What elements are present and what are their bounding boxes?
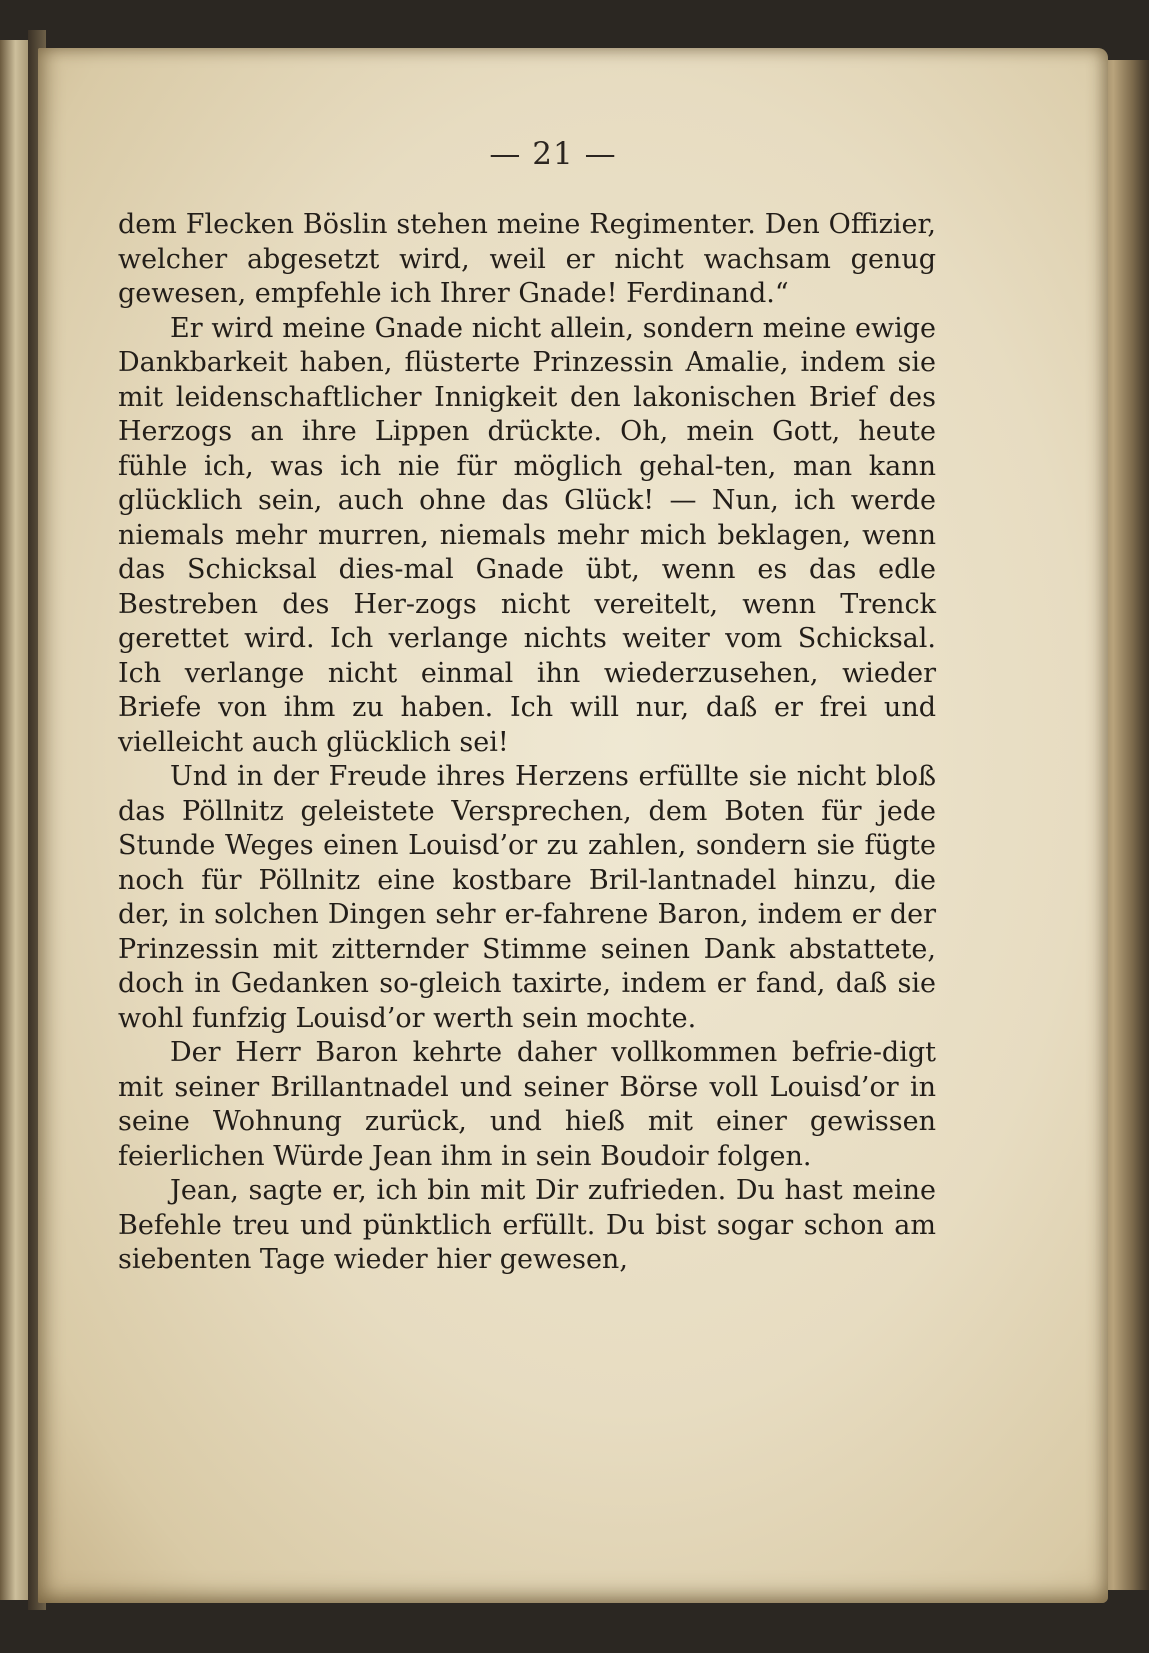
page-number: — 21 — — [489, 136, 617, 172]
previous-page-edge — [0, 40, 30, 1600]
paragraph-4: Der Herr Baron kehrte daher vollkommen befrie-digt mit seiner Brillantnadel und seiner Börse voll Louisd’or in seine Wohnung zurück, und hieß mit einer gewissen feierlichen Würde Jean ihm in sein Boudoir folgen. — [118, 1037, 936, 1172]
page-text — [118, 208, 936, 1278]
book-page — [38, 48, 1108, 1603]
paragraph-2: Er wird meine Gnade nicht allein, sondern meine ewige Dankbarkeit haben, flüsterte Prinzessin Amalie, indem sie mit leidenschaftlicher Innigkeit den lakonischen Brief des Herzogs an ihre Lippen drückte. Oh, mein Gott, heute fühle ich, was ich nie für möglich gehal-ten, man kann glücklich sein, auch ohne das Glück! — Nun, ich werde niemals mehr murren, niemals mehr mich beklagen, wenn das Schicksal dies-mal Gnade übt, wenn es das edle Bestreben des Her-zogs nicht vereitelt, wenn Trenck gerettet wird. Ich verlange nichts weiter vom Schicksal. Ich verlange nicht einmal ihn wiederzusehen, wieder Briefe von ihm zu haben. Ich will nur, daß er frei und vielleicht auch glücklich sei! — [118, 312, 936, 758]
paragraph-3: Und in der Freude ihres Herzens erfüllte sie nicht bloß das Pöllnitz geleistete Versprechen, dem Boten für jede Stunde Weges einen Louisd’or zu zahlen, sondern sie fügte noch für Pöllnitz eine kostbare Bril-lantnadel hinzu, die der, in solchen Dingen sehr er-fahrene Baron, indem er der Prinzessin mit zitternder Stimme seinen Dank abstattete, doch in Gedanken so-gleich taxirte, indem er fand, daß sie wohl funfzig Louisd’or werth sein mochte. — [118, 761, 936, 1034]
paragraph-1: dem Flecken Böslin stehen meine Regimenter. Den Offizier, welcher abgesetzt wird, weil er nicht wachsam genug gewesen, empfehle ich Ihrer Gnade! Ferdinand.“ — [118, 209, 936, 309]
paragraph-5: Jean, sagte er, ich bin mit Dir zufrieden. Du hast meine Befehle treu und pünktlich erfüllt. Du bist sogar schon am siebenten Tage wieder hier gewesen, — [118, 1175, 936, 1275]
